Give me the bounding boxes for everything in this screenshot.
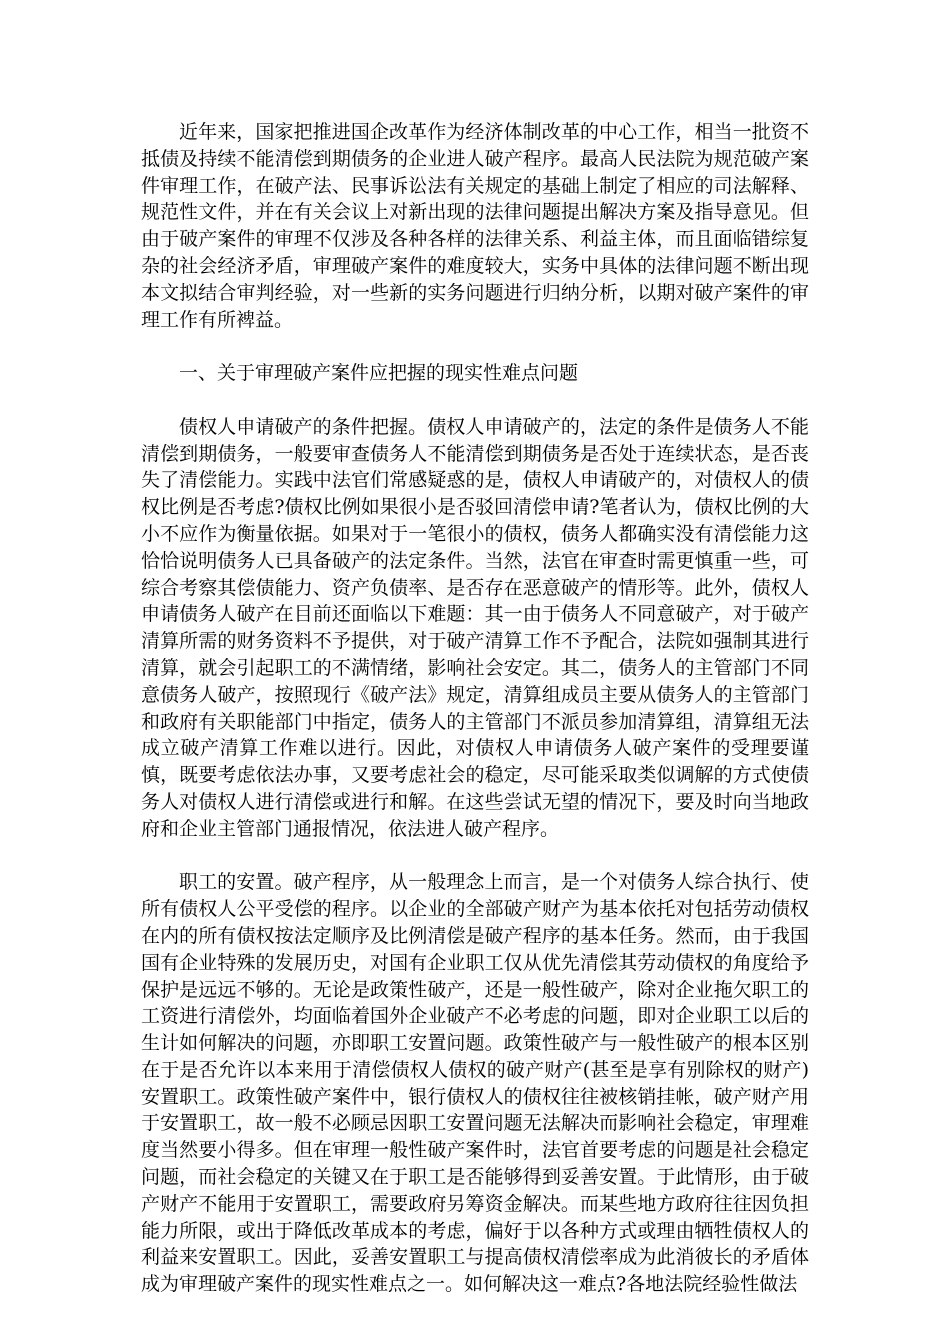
paragraph-gap: [141, 387, 809, 414]
employee-placement-paragraph: 职工的安置。破产程序，从一般理念上而言，是一个对债务人综合执行、使所有债权人公平受偿的程序。以企业的全部破产财产为基本依托对包括劳动债权在内的所有债权按法定顺序及比例清偿是破产程序的基本任务。然而，由于我国国有企业特殊的发展历史，对国有企业职工仅从优先清偿其劳动债权的角度给予保护是远远不够的。无论是政策性破产，还是一般性破产，除对企业拖欠职工的工资进行清偿外，均面临着国外企业破产不必考虑的问题，即对企业职工以后的生计如何解决的问题，亦即职工安置问题。政策性破产与一般性破产的根本区别在于是否允许以本来用于清偿债权人债权的破产财产(甚至是享有别除权的财产)安置职工。政策性破产案件中，银行债权人的债权往往被核销挂帐，破产财产用于安置职工，故一般不必顾忌因职工安置问题无法解决而影响社会稳定，审理难度当然要小得多。但在审理一般性破产案件时，法官首要考虑的问题是社会稳定问题，而社会稳定的关键又在于职工是否能够得到妥善安置。于此情形，由于破产财产不能用于安置职工，需要政府另筹资金解决。而某些地方政府往往因负担能力所限，或出于降低改革成本的考虑，偏好于以各种方式或理由牺牲债权人的利益来安置职工。因此，妥善安置职工与提高债权清偿率成为此消彼长的矛盾体成为审理破产案件的现实性难点之一。如何解决这一难点?各地法院经验性做法: [141, 871, 809, 1296]
document-body: [141, 119, 809, 1298]
paragraph-gap: [141, 843, 809, 870]
creditor-application-paragraph: 债权人申请破产的条件把握。债权人申请破产的，法定的条件是债务人不能清偿到期债务，一般要审查债务人不能清偿到期债务是否处于连续状态，是否丧失了清偿能力。实践中法官们常感疑惑的是，债权人申请破产的，对债权人的债权比例是否考虑?债权比例如果很小是否驳回清偿申请?笔者认为，债权比例的大小不应作为衡量依据。如果对于一笔很小的债权，债务人都确实没有清偿能力这恰恰说明债务人已具备破产的法定条件。当然，法官在审查时需更慎重一些，可综合考察其偿债能力、资产负债率、是否存在恶意破产的情形等。此外，债权人申请债务人破产在目前还面临以下难题：其一由于债务人不同意破产，对于破产清算所需的财务资料不予提供，对于破产清算工作不予配合，法院如强制其进行清算，就会引起职工的不满情绪，影响社会安定。其二，债务人的主管部门不同意债务人破产，按照现行《破产法》规定，清算组成员主要从债务人的主管部门和政府有关职能部门中指定，债务人的主管部门不派员参加清算组，清算组无法成立破产清算工作难以进行。因此，对债权人申请债务人破产案件的受理要谨慎，既要考虑依法办事，又要考虑社会的稳定，尽可能采取类似调解的方式使债务人对债权人进行清偿或进行和解。在这些尝试无望的情况下，要及时向当地政府和企业主管部门通报情况，依法进人破产程序。: [141, 415, 809, 840]
section-heading: 一、关于审理破产案件应把握的现实性难点问题: [179, 362, 579, 385]
paragraph-gap: [141, 333, 809, 360]
intro-paragraph: 近年来，国家把推进国企改革作为经济体制改革的中心工作，相当一批资不抵债及持续不能清偿到期债务的企业进人破产程序。最高人民法院为规范破产案件审理工作，在破产法、民事诉讼法有关规定的基础上制定了相应的司法解释、规范性文件，并在有关会议上对新出现的法律问题提出解决方案及指导意见。但由于破产案件的审理不仅涉及各种各样的法律关系、利益主体，而且面临错综复杂的社会经济矛盾，审理破产案件的难度较大，实务中具体的法律问题不断出现本文拟结合审判经验，对一些新的实务问题进行归纳分析，以期对破产案件的审理工作有所裨益。: [141, 121, 809, 331]
